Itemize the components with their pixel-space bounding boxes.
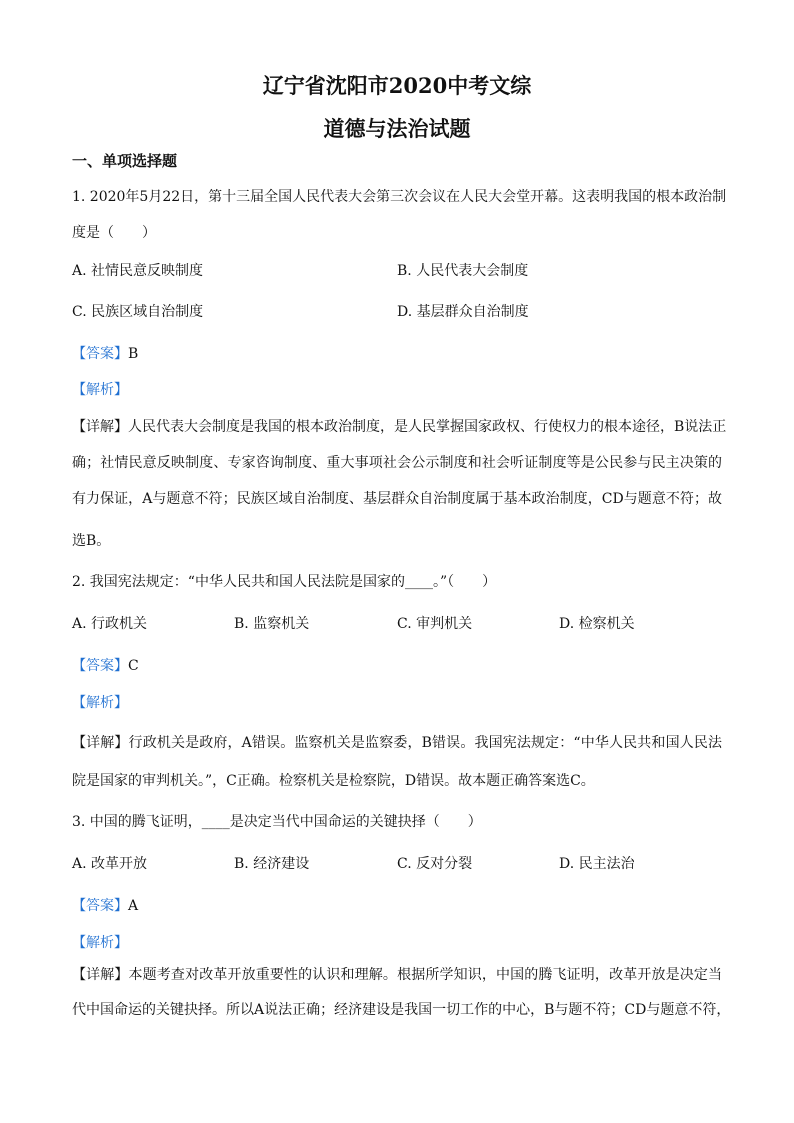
question-3-detail-line: 代中国命运的关键抉择。所以A说法正确；经济建设是我国一切工作的中心，B与题不符；CD与题意不符，: [72, 1002, 731, 1018]
question-3-analysis-label: 【解析】: [72, 935, 128, 951]
question-3-option-b: B. 经济建设: [234, 856, 310, 872]
question-2-answer: [72, 655, 139, 675]
question-1-detail-line: 【详解】人民代表大会制度是我国的根本政治制度，是人民掌握国家政权、行使权力的根本途径，B说法正: [72, 419, 727, 435]
question-1-text: 1. 2020年5月22日，第十三届全国人民代表大会第三次会议在人民大会堂开幕。这表明我国的根本政治制: [72, 189, 727, 205]
question-3-answer: [72, 895, 138, 915]
question-1-detail-line: 确；社情民意反映制度、专家咨询制度、重大事项社会公示制度和社会听证制度等是公民参与民主决策的: [72, 455, 722, 471]
question-1-analysis-label: 【解析】: [72, 382, 128, 398]
page-title: 辽宁省沈阳市2020中考文综: [262, 73, 532, 98]
question-2-option-d: D. 检察机关: [559, 616, 635, 632]
question-2-option-a: A. 行政机关: [72, 616, 148, 632]
answer-label: 【答案】: [72, 658, 128, 674]
question-3-detail-line: 【详解】本题考查对改革开放重要性的认识和理解。根据所学知识，中国的腾飞证明，改革开放是决定当: [72, 967, 722, 983]
question-1-detail-line: 有力保证，A与题意不符；民族区域自治制度、基层群众自治制度属于基本政治制度，CD与题意不符；故: [72, 491, 722, 507]
question-2-option-b: B. 监察机关: [234, 616, 310, 632]
answer-label: 【答案】: [72, 898, 128, 914]
page-subtitle: 道德与法治试题: [323, 116, 471, 141]
question-1-detail-line: 选B。: [72, 533, 111, 549]
question-3-option-a: A. 改革开放: [72, 856, 148, 872]
question-1-option-a: A. 社情民意反映制度: [72, 263, 204, 279]
question-2-detail-line: 院是国家的审判机关。”，C正确。检察机关是检察院，D错误。故本题正确答案选C。: [72, 773, 595, 789]
answer-value: B: [128, 346, 139, 362]
question-1-option-c: C. 民族区域自治制度: [72, 304, 204, 320]
question-1-text-cont: 度是（ ）: [72, 225, 156, 241]
question-2-option-c: C. 审判机关: [397, 616, 473, 632]
question-3-option-d: D. 民主法治: [559, 856, 635, 872]
answer-label: 【答案】: [72, 346, 128, 362]
question-1-option-d: D. 基层群众自治制度: [397, 304, 529, 320]
question-1-answer: [72, 343, 138, 363]
question-2-analysis-label: 【解析】: [72, 695, 128, 711]
question-2-text: 2. 我国宪法规定：“中华人民共和国人民法院是国家的____。”（ ）: [72, 574, 497, 590]
question-3-option-c: C. 反对分裂: [397, 856, 473, 872]
answer-value: C: [128, 658, 139, 674]
question-1-option-b: B. 人民代表大会制度: [397, 263, 529, 279]
question-3-text: 3. 中国的腾飞证明，____是决定当代中国命运的关键抉择（ ）: [72, 814, 482, 830]
question-2-detail-line: 【详解】行政机关是政府，A错误。监察机关是监察委，B错误。我国宪法规定：“中华人民共和国人民法: [72, 735, 722, 751]
answer-value: A: [128, 898, 139, 914]
section-heading: 一、单项选择题: [72, 152, 178, 170]
